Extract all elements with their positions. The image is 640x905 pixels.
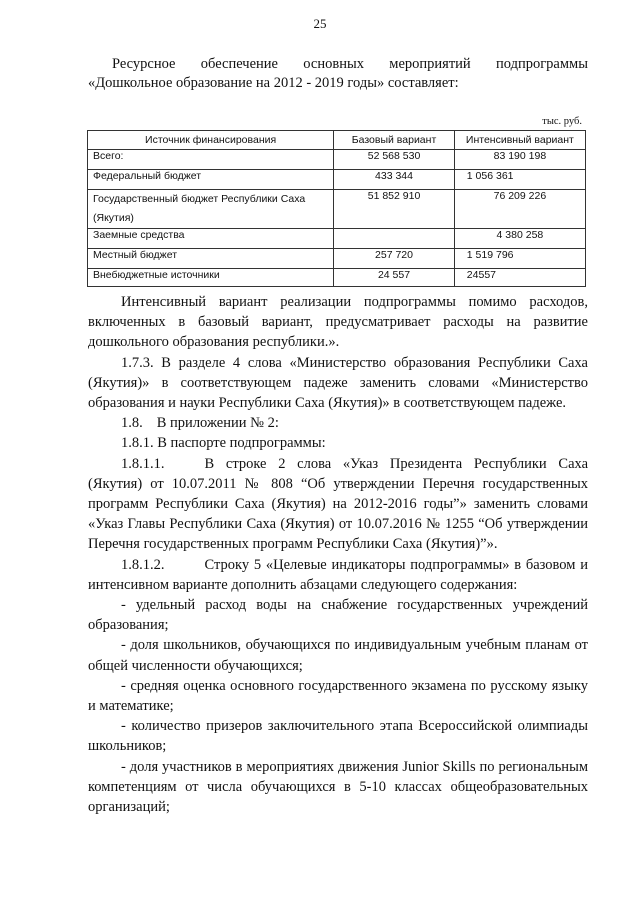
cell-base: 52 568 530	[334, 150, 455, 170]
intro-word: обеспечение	[200, 56, 278, 72]
financing-table	[87, 130, 586, 287]
cell-intensive: 76 209 226	[454, 190, 585, 229]
page-number: 25	[313, 16, 327, 31]
cell-intensive: 1 056 361	[454, 170, 585, 190]
paragraph	[88, 413, 588, 433]
clause-number: 1.8.	[121, 415, 143, 432]
document-body	[88, 292, 588, 817]
cell-intensive: 83 190 198	[454, 150, 585, 170]
table-row	[88, 190, 586, 229]
intro-word: основных	[303, 56, 364, 72]
cell-source: Заемные средства	[88, 229, 334, 249]
paragraph: Интенсивный вариант реализации подпрограммы помимо расходов, включенных в базовый вариант, предусматривает расходы на развитие дошкольного образования республики.».	[88, 294, 588, 351]
intro-line-2: «Дошкольное образование на 2012 - 2019 годы» составляет:	[88, 75, 459, 91]
table-row	[88, 249, 586, 269]
table-row	[88, 150, 586, 170]
cell-base	[334, 229, 455, 249]
header-source: Источник финансирования	[88, 131, 334, 150]
list-item: - удельный расход воды на снабжение государственных учреждений образования;	[88, 597, 588, 634]
clause-text: Строку 5 «Целевые индикаторы подпрограммы» в базовом и интенсивном варианте дополнить абзацами следующего содержания:	[88, 556, 588, 593]
clause-text: В приложении № 2:	[156, 415, 279, 432]
cell-source: Всего:	[88, 150, 334, 170]
intro-word: подпрограммы	[496, 56, 588, 72]
cell-intensive: 24557	[454, 269, 585, 287]
cell-source: Внебюджетные источники	[88, 269, 334, 287]
table-row	[88, 269, 586, 287]
list-item: - доля участников в мероприятиях движения Junior Skills по региональным компетенциям от числа обучающихся в 5-10 классах общеобразовательных организаций;	[88, 758, 588, 816]
cell-source: Государственный бюджет Республики Саха (Якутия)	[88, 190, 334, 229]
header-base: Базовый вариант	[334, 131, 455, 150]
list-item: - средняя оценка основного государственного экзамена по русскому языку и математике;	[88, 677, 588, 715]
table-row	[88, 229, 586, 249]
intro-line-1	[88, 55, 588, 74]
table-row	[88, 170, 586, 190]
list-item: - доля школьников, обучающихся по индивидуальным учебным планам от общей численности обучающихся;	[88, 637, 588, 674]
cell-source: Местный бюджет	[88, 249, 334, 269]
clause-number: 1.8.1.1.	[121, 455, 165, 472]
clause-number: 1.8.1.2.	[121, 556, 165, 573]
paragraph	[88, 555, 588, 595]
intro-word: Ресурсное	[112, 56, 176, 72]
list-item: - количество призеров заключительного этапа Всероссийской олимпиады школьников;	[88, 718, 588, 755]
paragraph	[88, 454, 588, 555]
header-intensive: Интенсивный вариант	[454, 131, 585, 150]
cell-intensive: 4 380 258	[454, 229, 585, 249]
cell-base: 24 557	[334, 269, 455, 287]
cell-source: Федеральный бюджет	[88, 170, 334, 190]
cell-base: 51 852 910	[334, 190, 455, 229]
cell-base: 433 344	[334, 170, 455, 190]
table-header-row	[88, 131, 586, 150]
cell-intensive: 1 519 796	[454, 249, 585, 269]
paragraph: 1.7.3. В разделе 4 слова «Министерство образования Республики Саха (Якутия)» в соответствующем падеже заменить словами «Министерство образования и науки Республики Саха (Якутия)» в соответствующем падеже.	[88, 354, 588, 412]
clause-text: В строке 2 слова «Указ Президента Республики Саха (Якутия) от 10.07.2011 № 808 “Об утверждении Перечня государственных программ Республики Саха (Якутия) на 2012-2016 годы”» заменить словами «Указ Главы Республики Саха (Якутия) от 10.07.2016 № 1255 “Об утверждении Перечня государственных программ Республики Саха (Якутия)”».	[88, 455, 588, 553]
cell-base: 257 720	[334, 249, 455, 269]
paragraph: 1.8.1. В паспорте подпрограммы:	[121, 435, 326, 452]
table-unit: тыс. руб.	[542, 116, 582, 127]
intro-word: мероприятий	[389, 56, 471, 72]
